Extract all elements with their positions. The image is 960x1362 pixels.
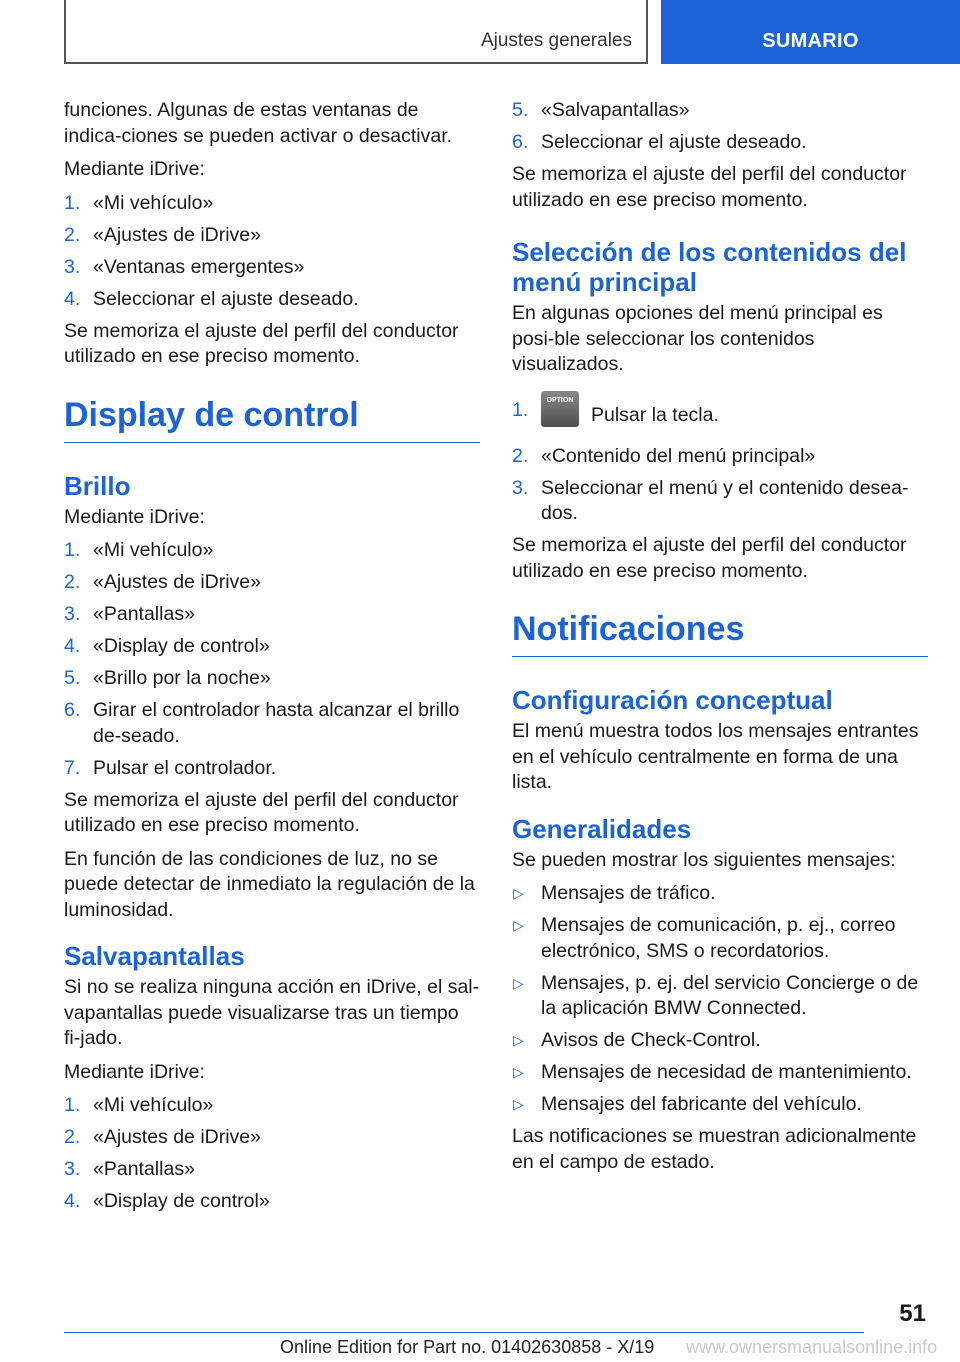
list-item: 1. OPTIONPulsar la tecla. (512, 398, 928, 434)
light-note: En función de las condiciones de luz, no se puede detectar de inmediato la regulación de la luminosidad. (64, 847, 475, 921)
heading-generalidades: Generalidades (512, 813, 692, 844)
steps-list-1 (64, 191, 480, 313)
list-item: 3. «Pantallas» (64, 1158, 195, 1180)
page-number: 51 (899, 1300, 926, 1327)
heading-salvapantallas: Salvapantallas (64, 941, 245, 971)
triangle-bullet-icon: ▷ (513, 917, 524, 933)
triangle-bullet-icon: ▷ (513, 885, 524, 901)
salva-paragraph: Si no se realiza ninguna acción en iDrive, el sal-vapantallas puede visualizarse tras un tiempo fi-jado. (64, 976, 480, 1049)
sumario-tab[interactable]: SUMARIO (661, 0, 960, 64)
list-item: 2. «Ajustes de iDrive» (64, 223, 261, 246)
messages-list (512, 881, 928, 1118)
list-item: 7. Pulsar el controlador. (64, 756, 277, 779)
heading-configuracion: Configuración conceptual (512, 685, 833, 715)
header-bar (64, 0, 648, 64)
steps-list-3-cont (512, 98, 928, 156)
memo-paragraph: Se memoriza el ajuste del perfil del conductor utilizado en ese preciso momento. (512, 163, 907, 211)
menu-paragraph: En algunas opciones del menú principal es posi-ble seleccionar los contenidos visualizados. (512, 302, 883, 375)
list-item: 6. Seleccionar el ajuste deseado. (512, 131, 807, 153)
list-item: 2. «Contenido del menú principal» (512, 444, 816, 467)
heading-notificaciones: Notificaciones (512, 608, 928, 657)
memo-paragraph: Se memoriza el ajuste del perfil del conductor utilizado en ese preciso momento. (64, 319, 459, 367)
triangle-bullet-icon: ▷ (513, 974, 524, 991)
concept-paragraph: El menú muestra todos los mensajes entrantes en el vehículo centralmente en forma de una lista. (512, 720, 919, 793)
intro-paragraph: funciones. Algunas de estas ventanas de indica-ciones se pueden activar o desactivar. (64, 99, 453, 147)
list-item: ▷ Avisos de Check-Control. (512, 1028, 928, 1054)
list-item: ▷ Mensajes del fabricante del vehículo. (512, 1092, 928, 1118)
triangle-bullet-icon: ▷ (513, 1064, 524, 1080)
idrive-label: Mediante iDrive: (64, 1060, 205, 1083)
watermark-text: www.ownersmanualsonline.info (686, 1337, 938, 1357)
general-paragraph: Se pueden mostrar los siguientes mensajes: (512, 848, 896, 871)
idrive-label: Mediante iDrive: (64, 505, 205, 528)
list-item: 3. «Pantallas» (64, 603, 195, 625)
heading-brillo: Brillo (64, 470, 131, 501)
list-item: 2. «Ajustes de iDrive» (64, 1126, 261, 1148)
right-column (512, 98, 928, 1183)
triangle-bullet-icon: ▷ (513, 1096, 524, 1112)
list-item: 4. «Display de control» (64, 635, 270, 657)
list-item: 1. «Mi vehículo» (64, 191, 214, 214)
footer-divider (64, 1332, 864, 1333)
list-item: ▷ Mensajes de necesidad de mantenimiento. (512, 1060, 928, 1086)
steps-list-4 (512, 398, 928, 527)
steps-list-2 (64, 538, 480, 781)
section-title: Ajustes generales (480, 30, 632, 51)
edition-text: Online Edition for Part no. 01402630858 - X/19 (280, 1337, 655, 1357)
list-item: ▷ Mensajes, p. ej. del servicio Concierge o de la aplicación BMW Connected. (513, 971, 919, 1019)
steps-list-3 (64, 1093, 480, 1215)
heading-display-control: Display de control (64, 394, 480, 443)
list-item: ▷ Mensajes de tráfico. (512, 881, 928, 907)
memo-paragraph: Se memoriza el ajuste del perfil del conductor utilizado en ese preciso momento. (64, 788, 459, 836)
list-item: 2. «Ajustes de iDrive» (64, 571, 261, 593)
list-item: 5. «Brillo por la noche» (64, 667, 271, 689)
triangle-bullet-icon: ▷ (513, 1032, 524, 1048)
option-button-icon: OPTION (541, 391, 579, 427)
list-item: 3. Seleccionar el menú y el contenido desea-dos. (512, 476, 909, 524)
list-item: 5. «Salvapantallas» (512, 99, 690, 121)
left-column (64, 98, 480, 1221)
list-item: 1. «Mi vehículo» (64, 1094, 214, 1116)
list-item: 6. Girar el controlador hasta alcanzar el brillo de-seado. (64, 699, 460, 747)
list-item: 4. Seleccionar el ajuste deseado. (64, 287, 359, 310)
list-item: ▷ Mensajes de comunicación, p. ej., correo electrónico, SMS o recordatorios. (513, 914, 896, 962)
idrive-label: Mediante iDrive: (64, 158, 205, 180)
list-item: 4. «Display de control» (64, 1190, 270, 1212)
list-item: 3. «Ventanas emergentes» (64, 255, 305, 278)
memo-paragraph: Se memoriza el ajuste del perfil del conductor utilizado en ese preciso momento. (512, 534, 907, 582)
heading-menu-contents: Selección de los contenidos del menú principal (512, 237, 907, 297)
list-item: 1. «Mi vehículo» (64, 539, 214, 561)
status-note: Las notificaciones se muestran adicionalmente en el campo de estado. (512, 1125, 917, 1173)
